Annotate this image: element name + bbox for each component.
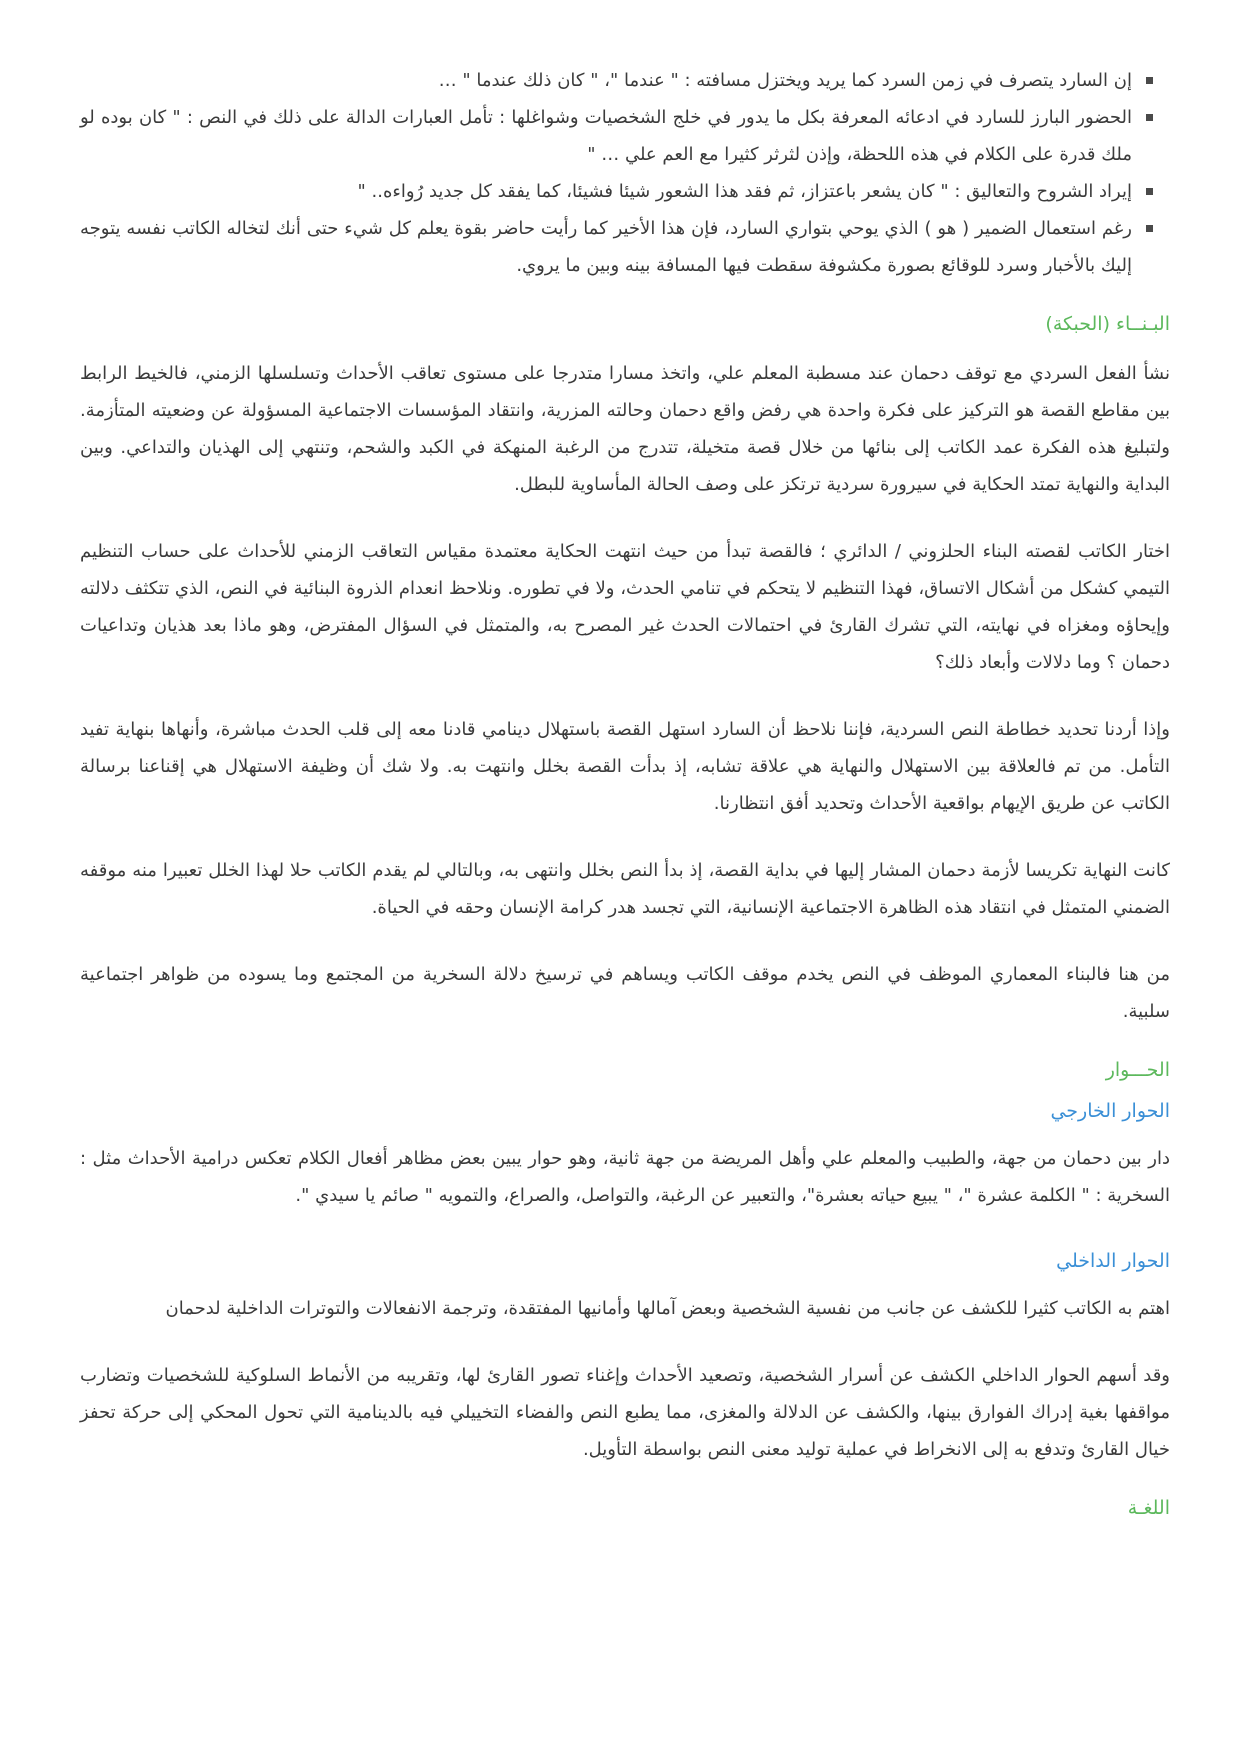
subheading-internal-dialogue: الحوار الداخلي [1056,1250,1170,1272]
paragraph: نشأ الفعل السردي مع توقف دحمان عند مسطبة المعلم علي، واتخذ مسارا متدرجا على مستوى تعاقب الأحداث وتسلسلها الزمني، فالخيط الرابط بين مقاطع القصة هو التركيز على فكرة واحدة هي رفض واقع دحمان وحالته المزرية، وانتقاد المؤسسات الاجتماعية المسؤولة عن وضعيته المتأزمة. ولتبليغ هذه الفكرة عمد الكاتب إلى بنائها من خلال قصة متخيلة، تتدرج من الرغبة المنهكة في الكبد والشحم، وتنتهي إلى الهذيان والتداعي. وبين البداية والنهاية تمتد الحكاية في سيرورة سردية ترتكز على وصف الحالة المأساوية للبطل. [80,363,1170,495]
bullet-item [80,62,1170,99]
bullet-item [80,210,1170,284]
bullet-item [80,99,1170,173]
section-heading-structure: البـنــاء (الحبكة) [1045,313,1170,335]
bullet-text: إيراد الشروح والتعاليق : " كان يشعر باعتزاز، ثم فقد هذا الشعور شيئا فشيئا، كما يفقد كل جديد رُواءه.. " [357,181,1132,202]
square-bullet-icon [1146,225,1153,232]
bullet-item [80,173,1170,210]
document-page [80,62,1170,1527]
bullet-text: إن السارد يتصرف في زمن السرد كما يريد ويختزل مسافته : " عندما "، " كان ذلك عندما " … [438,70,1132,91]
paragraph: كانت النهاية تكريسا لأزمة دحمان المشار إليها في بداية القصة، إذ بدأ النص بخلل وانتهى به، وبالتالي لم يقدم الكاتب حلا لهذا الخلل تعبيرا منه موقفه الضمني المتمثل في انتقاد هذه الظاهرة الاجتماعية الإنسانية، التي تجسد هدر كرامة الإنسان وحقه في الحياة. [80,860,1170,918]
bullet-text: الحضور البارز للسارد في ادعائه المعرفة بكل ما يدور في خلج الشخصيات وشواغلها : تأمل العبارات الدالة على ذلك في النص : " كان بوده لو ملك قدرة على الكلام في هذه اللحظة، وإذن لثرثر كثيرا مع العم علي … " [80,107,1132,165]
square-bullet-icon [1146,77,1153,84]
paragraph: اختار الكاتب لقصته البناء الحلزوني / الدائري ؛ فالقصة تبدأ من حيث انتهت الحكاية معتمدة مقياس التعاقب الزمني للأحداث على حساب التنظيم التيمي كشكل من أشكال الاتساق، فهذا التنظيم لا يتحكم في تنامي الحدث، ولا في تطوره. ونلاحظ انعدام الذروة البنائية في النص، الذي تتكثف دلالته وإيحاؤه ومغزاه في نهايته، التي تشرك القارئ في احتمالات الحدث غير المصرح به، والمتمثل في السؤال المفترض، وهو ماذا بعد هذيان وتداعيات دحمان ؟ وما دلالات وأبعاد ذلك؟ [80,541,1170,673]
section-heading-language: اللغـة [1127,1497,1170,1519]
paragraph: دار بين دحمان من جهة، والطبيب والمعلم علي وأهل المريضة من جهة ثانية، وهو حوار يبين بعض مظاهر أفعال الكلام تعكس درامية الأحداث مثل : السخرية : " الكلمة عشرة "، " يبيع حياته بعشرة"، والتعبير عن الرغبة، والتواصل، والصراع، والتمويه " صائم يا سيدي ". [80,1148,1170,1206]
section-heading-dialogue: الحـــوار [1105,1059,1170,1081]
bullet-text: رغم استعمال الضمير ( هو ) الذي يوحي بتواري السارد، فإن هذا الأخير كما رأيت حاضر بقوة يعلم كل شيء حتى أنك لتخاله الكاتب نفسه يتوجه إليك بالأخبار وسرد للوقائع بصورة مكشوفة سقطت فيها المسافة بينه وبين ما يروي. [80,218,1132,276]
paragraph: وإذا أردنا تحديد خطاطة النص السردية، فإننا نلاحظ أن السارد استهل القصة باستهلال دينامي قادنا معه إلى قلب الحدث مباشرة، وأنهاها بنهاية تفيد التأمل. من تم فالعلاقة بين الاستهلال والنهاية هي علاقة تشابه، إذ بدأت القصة بخلل وانتهت به. ولا شك أن وظيفة الاستهلال هي إقناعنا برسالة الكاتب عن طريق الإيهام بواقعية الأحداث وتحديد أفق انتظارنا. [80,719,1170,814]
subheading-external-dialogue: الحوار الخارجي [1050,1100,1170,1122]
square-bullet-icon [1146,114,1153,121]
paragraph: اهتم به الكاتب كثيرا للكشف عن جانب من نفسية الشخصية وبعض آمالها وأمانيها المفتقدة، وترجمة الانفعالات والتوترات الداخلية لدحمان [165,1298,1170,1319]
paragraph: من هنا فالبناء المعماري الموظف في النص يخدم موقف الكاتب ويساهم في ترسيخ دلالة السخرية من المجتمع وما يسوده من ظواهر اجتماعية سلبية. [80,964,1170,1022]
bullet-list [80,62,1170,284]
paragraph: وقد أسهم الحوار الداخلي الكشف عن أسرار الشخصية، وتصعيد الأحداث وإغناء تصور القارئ لها، وتقريبه من الأنماط السلوكية للشخصيات وتضارب مواقفها بغية إدراك الفوارق بينها، والكشف عن الدلالة والمغزى، مما يطبع النص والفضاء التخييلي فيه بالدينامية التي تحول المحكي إلى حركة تحفز خيال القارئ وتدفع به إلى الانخراط في عملية توليد معنى النص بواسطة التأويل. [80,1365,1170,1460]
square-bullet-icon [1146,188,1153,195]
